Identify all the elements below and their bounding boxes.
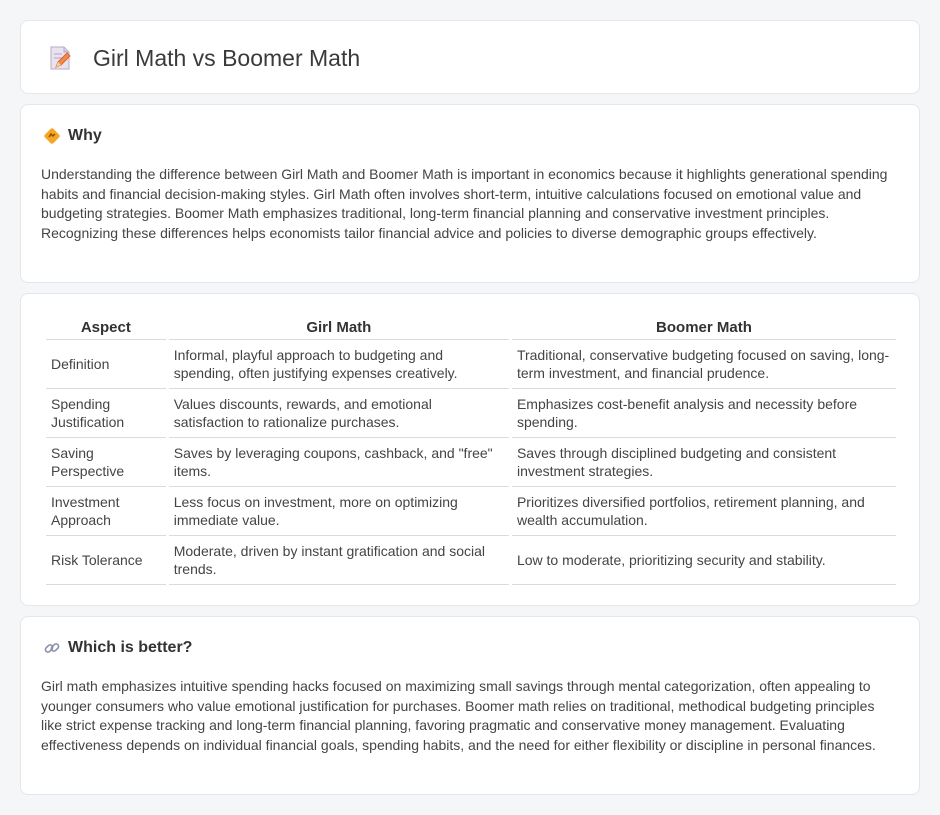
aspect-cell: Investment Approach <box>46 487 166 536</box>
aspect-cell: Definition <box>46 340 166 389</box>
girl-math-cell: Informal, playful approach to budgeting and spending, often justifying expenses creatively. <box>169 340 509 389</box>
comparison-table-card <box>20 293 920 606</box>
girl-math-cell: Moderate, driven by instant gratification and social trends. <box>169 536 509 585</box>
header-boomer-math: Boomer Math <box>512 314 896 340</box>
girl-math-cell: Less focus on investment, more on optimizing immediate value. <box>169 487 509 536</box>
boomer-math-cell: Prioritizes diversified portfolios, retirement planning, and wealth accumulation. <box>512 487 896 536</box>
document-edit-icon <box>45 43 75 73</box>
boomer-math-cell: Traditional, conservative budgeting focused on saving, long-term investment, and financial prudence. <box>512 340 896 389</box>
page-title: Girl Math vs Boomer Math <box>93 44 361 71</box>
which-is-better-title: Which is better? <box>68 639 193 656</box>
boomer-math-cell: Low to moderate, prioritizing security and stability. <box>512 536 896 585</box>
girl-math-cell: Values discounts, rewards, and emotional satisfaction to rationalize purchases. <box>169 389 509 438</box>
why-section <box>20 104 920 283</box>
aspect-cell: Saving Perspective <box>46 438 166 487</box>
table-row <box>46 438 896 487</box>
diamond-sign-icon <box>43 127 61 145</box>
table-row <box>46 340 896 389</box>
table-header-row <box>46 314 896 340</box>
header-card <box>20 20 920 94</box>
link-icon <box>43 639 61 657</box>
girl-math-cell: Saves by leveraging coupons, cashback, and "free" items. <box>169 438 509 487</box>
why-title: Why <box>68 127 102 144</box>
header-girl-math: Girl Math <box>169 314 509 340</box>
table-row <box>46 389 896 438</box>
aspect-cell: Spending Justification <box>46 389 166 438</box>
which-is-better-section <box>20 616 920 795</box>
comparison-table <box>43 314 899 585</box>
table-row <box>46 536 896 585</box>
table-row <box>46 487 896 536</box>
header-aspect: Aspect <box>46 314 166 340</box>
aspect-cell: Risk Tolerance <box>46 536 166 585</box>
boomer-math-cell: Saves through disciplined budgeting and consistent investment strategies. <box>512 438 896 487</box>
which-is-better-text: Girl math emphasizes intuitive spending hacks focused on maximizing small savings through mental categorization, often appealing to younger consumers who value emotional justification for purchases. Boomer math relies on traditional, methodical budgeting principles like strict expense tracking and long-term financial planning, favoring pragmatic and conservative money management. Evaluating effectiveness depends on individual financial goals, spending habits, and the need for either flexibility or discipline in personal finances. <box>41 678 876 753</box>
why-text: Understanding the difference between Girl Math and Boomer Math is important in economics because it highlights generational spending habits and financial decision-making styles. Girl Math often involves short-term, intuitive calculations focused on emotional value and budgeting strategies. Boomer Math emphasizes traditional, long-term financial planning and conservative investment principles. Recognizing these differences helps economists tailor financial advice and policies to diverse demographic groups effectively. <box>41 166 888 241</box>
boomer-math-cell: Emphasizes cost-benefit analysis and necessity before spending. <box>512 389 896 438</box>
